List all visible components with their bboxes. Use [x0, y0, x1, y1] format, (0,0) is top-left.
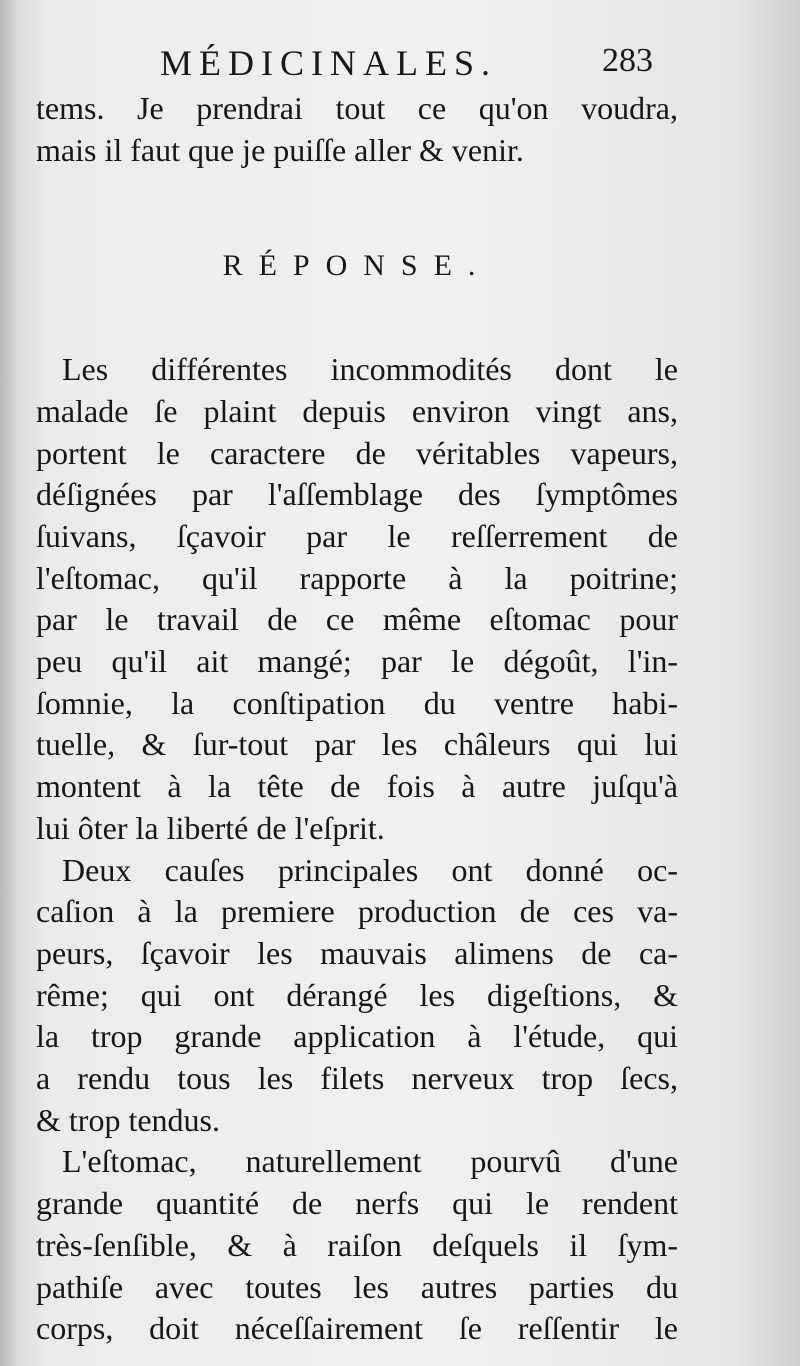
text-line: malade ſe plaint depuis environ vingt ans,: [36, 392, 678, 429]
text-line: L'eſtomac, naturellement pourvû d'une: [62, 1143, 678, 1180]
page-gutter-shadow: [0, 0, 18, 1366]
text-line: tuelle, & ſur-tout par les châleurs qui lui: [36, 726, 678, 763]
text-line: Les différentes incommodités dont le: [62, 351, 678, 388]
text-line: corps, doit néceſſairement ſe reſſentir le: [36, 1310, 678, 1347]
text-line: peu qu'il ait mangé; par le dégoût, l'in-: [36, 643, 678, 680]
text-line: déſignées par l'aſſemblage des ſymptômes: [36, 476, 678, 513]
text-line: peurs, ſçavoir les mauvais alimens de ca-: [36, 934, 678, 971]
running-head: MÉDICINALES.: [160, 43, 497, 83]
text-line: montent à la tête de fois à autre juſqu'à: [36, 768, 678, 805]
page-number: 283: [602, 42, 653, 79]
section-heading: RÉPONSE.: [222, 249, 492, 283]
text-line: Deux cauſes principales ont donné oc-: [62, 851, 678, 888]
text-line: la trop grande application à l'étude, qui: [36, 1018, 678, 1055]
page-body: [36, 88, 678, 1350]
text-line: par le travail de ce même eſtomac pour: [36, 601, 678, 638]
text-line: l'eſtomac, qu'il rapporte à la poitrine;: [36, 559, 678, 596]
text-line: pathiſe avec toutes les autres parties du: [36, 1268, 678, 1305]
text-line: tems. Je prendrai tout ce qu'on voudra,: [36, 90, 678, 126]
paragraph: [36, 850, 678, 1142]
text-line: rême; qui ont dérangé les digeſtions, &: [36, 976, 678, 1013]
text-line: & trop tendus.: [36, 1101, 220, 1138]
text-line: grande quantité de nerfs qui le rendent: [36, 1185, 678, 1222]
text-line: mais il faut que je puiſſe aller & venir.: [36, 131, 524, 168]
text-line: ſuivans, ſçavoir par le reſſerrement de: [36, 517, 678, 554]
page-header: [0, 42, 800, 92]
text-line: caſion à la premiere production de ces va-: [36, 893, 678, 930]
paragraph: [36, 349, 678, 849]
text-line: ſomnie, la conſtipation du ventre habi-: [36, 684, 678, 721]
text-line: très-ſenſible, & à raiſon deſquels il ſym-: [36, 1226, 678, 1263]
paragraph: [36, 1141, 678, 1350]
text-line: portent le caractere de véritables vapeurs,: [36, 434, 678, 471]
text-line: lui ôter la liberté de l'eſprit.: [36, 809, 385, 846]
text-line: a rendu tous les filets nerveux trop ſecs,: [36, 1060, 678, 1097]
